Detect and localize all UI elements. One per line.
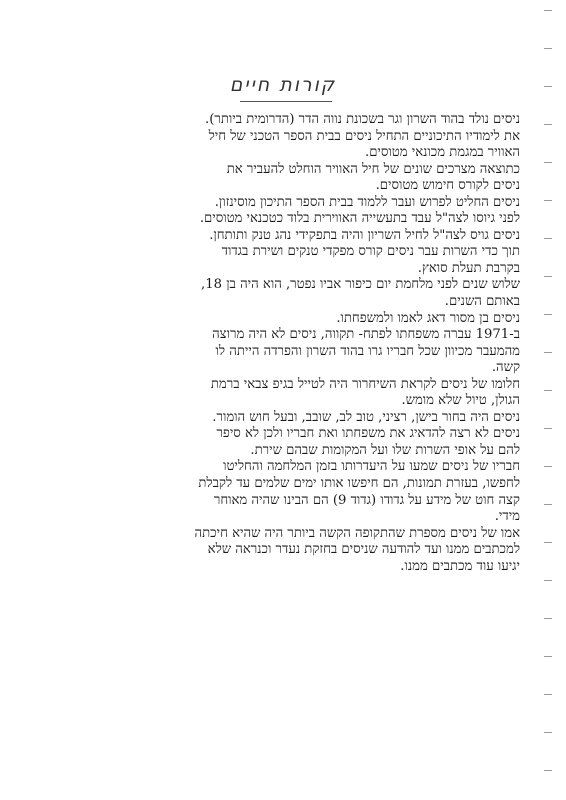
margin-tick <box>544 694 552 695</box>
margin-tick-marks <box>536 0 566 800</box>
text-line: ניסים לא רצה להדאיג את משפחתו ואת חבריו ולכן לא סיפר <box>216 426 520 442</box>
text-line: קצה חוט של מידע על גדודו (גדוד 9) הם הבינו שהיה מאוחר <box>213 492 520 508</box>
margin-tick <box>544 314 552 315</box>
title-underline <box>240 101 332 102</box>
margin-tick <box>544 428 552 429</box>
text-line: ניסים היה בחור בישן, רציני, טוב לב, שובב, ובעל חוש הומור. <box>212 409 520 425</box>
text-line: ניסים החליט לפרוש ועבר ללמוד בבית הספר התיכון מוסינזון. <box>214 194 520 210</box>
text-line: תוך כדי השרות עבר ניסים קורס מפקדי טנקים ושירת בגדוד <box>221 244 520 260</box>
margin-tick <box>544 542 552 543</box>
biography-text <box>112 112 520 575</box>
text-line: כתוצאה מצרכים שונים של חיל האוויר הוחלט להעביר את <box>226 161 520 177</box>
text-line: קשה. <box>491 360 520 376</box>
margin-tick <box>544 656 552 657</box>
margin-tick <box>544 352 552 353</box>
text-line: מידי. <box>494 509 520 525</box>
margin-tick <box>544 200 552 201</box>
margin-tick <box>544 390 552 391</box>
margin-tick <box>544 618 552 619</box>
text-line: חלומו של ניסים לקראת השיחרור היה לטייל בגיפ צבאי ברמת <box>210 376 520 392</box>
text-line: לחפשו, בעזרת תמונות, הם חיפשו אותו ימים שלמים עד לקבלת <box>198 476 520 492</box>
text-line: להם על אופי השרות שלו ועל המקומות שבהם שירת. <box>250 442 520 458</box>
margin-tick <box>544 124 552 125</box>
margin-tick <box>544 162 552 163</box>
text-line: באותם השנים. <box>444 294 520 310</box>
text-line: חבריו של ניסים שמעו על היעדרותו בזמן המלחמה והחליטו <box>223 459 520 475</box>
margin-tick <box>544 10 552 11</box>
page-title: קורות חיים <box>229 74 337 96</box>
margin-tick <box>544 770 552 771</box>
text-line: מהמעבר מכיוון שכל חבריו גרו בהוד השרון והפרדה הייתה לו <box>215 343 520 359</box>
margin-tick <box>544 732 552 733</box>
text-line: את לימודיו התיכוניים התחיל ניסים בבית הספר הטכני של חיל <box>208 128 520 144</box>
text-line: ניסים לקורס חימוש מטוסים. <box>375 178 520 194</box>
margin-tick <box>544 580 552 581</box>
margin-tick <box>544 238 552 239</box>
text-line: למכתבים ממנו ועד להודעה שניסים בחזקת נעדר וכנראה שלא <box>207 542 520 558</box>
margin-tick <box>544 466 552 467</box>
text-line: בקרבת תעלת סואץ. <box>417 260 520 276</box>
margin-tick <box>544 48 552 49</box>
text-line: הגולן, טיול שלא מומש. <box>401 393 520 409</box>
text-line: אמו של ניסים מספרת שהתקופה הקשה ביותר היה שהיא חיכתה <box>194 525 520 541</box>
text-line: שלוש שנים לפני מלחמת יום כיפור אביו נפטר, הוא היה בן 18, <box>201 277 520 293</box>
text-line: ניסים גויס לצה"ל לחיל השריון והיה בתפקידי נהג טנק ותותחן. <box>209 227 520 243</box>
text-line: לפני גיוסו לצה"ל עבד בתעשייה האווירית בלוד כטכנאי מטוסים. <box>199 211 520 227</box>
text-line: יגיעו עוד מכתבים ממנו. <box>400 558 520 574</box>
text-line: ניסים נולד בהוד השרון וגר בשכונת נווה הדר (הדרומית ביותר). <box>205 112 520 127</box>
text-line: האוויר במגמת מכונאי מטוסים. <box>365 145 520 161</box>
margin-tick <box>544 276 552 277</box>
text-line: ב-1971 עברה משפחתו לפתח- תקווה, ניסים לא היה מרוצה <box>212 327 520 343</box>
margin-tick <box>544 504 552 505</box>
text-line: ניסים בן מסור דאג לאמו ולמשפחתו. <box>336 310 520 326</box>
